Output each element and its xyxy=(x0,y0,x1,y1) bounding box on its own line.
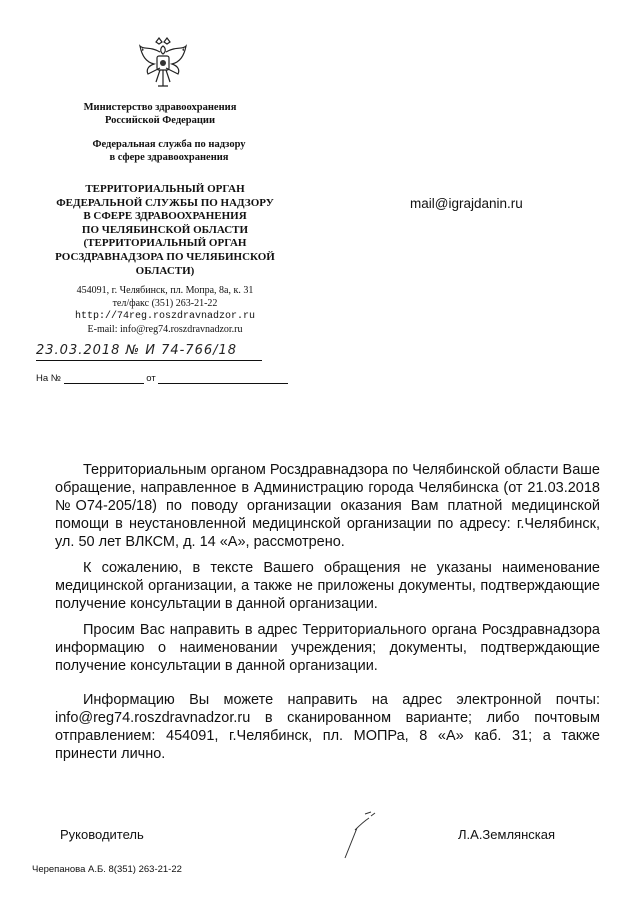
ministry-line: Министерство здравоохранения xyxy=(83,102,237,113)
recipient-email: mail@igrajdanin.ru xyxy=(410,196,523,211)
postal-address: 454091, г. Челябинск, пл. Мопра, 8а, к. 31 xyxy=(76,285,254,296)
letter-body xyxy=(55,461,600,771)
ministry-line: Российской Федерации xyxy=(104,115,216,126)
organ-line: ТЕРРИТОРИАЛЬНЫЙ ОРГАН xyxy=(85,183,245,195)
service-line: Федеральная служба по надзору xyxy=(92,139,246,150)
ot-blank xyxy=(158,373,288,384)
organ-line: ФЕДЕРАЛЬНОЙ СЛУЖБЫ ПО НАДЗОРУ xyxy=(56,196,274,209)
organ-name-block xyxy=(30,183,300,278)
reference-line xyxy=(36,373,288,384)
phone-fax: тел/факс (351) 263-21-22 xyxy=(112,298,218,309)
organ-line: ОБЛАСТИ) xyxy=(135,264,195,277)
na-blank xyxy=(64,373,144,384)
registration-number-handwritten xyxy=(36,343,237,358)
email-address: E-mail: info@reg74.roszdravnadzor.ru xyxy=(87,324,243,335)
organ-line: РОСЗДРАВНАДЗОРА ПО ЧЕЛЯБИНСКОЙ xyxy=(55,250,275,263)
signatory-name: Л.А.Землянская xyxy=(458,827,555,842)
body-paragraph: Просим Вас направить в адрес Территориального органа Росздравнадзора информацию о наименовании учреждения; документы, подтверждающие получение консультации в данной организации. xyxy=(55,622,600,674)
ministry-block xyxy=(40,101,280,127)
registration-underline xyxy=(36,360,262,361)
website: http://74reg.roszdravnadzor.ru xyxy=(74,311,256,322)
body-paragraph: Территориальным органом Росздравнадзора по Челябинской области Ваше обращение, направленное в Администрацию города Челябинска (от 21.03.2018 №О74-205/18) по поводу организации оказания Вам платной медицинской помощи в неустановленной медицинской организации по адресу: г.Челябинск, ул. 50 лет ВЛКСМ, д. 14 «А», рассмотрено. xyxy=(55,462,600,550)
body-paragraph: Информацию Вы можете направить на адрес электронной почты: info@reg74.roszdravnadzor.ru в сканированном варианте; либо почтовым отправлением: 454091, г.Челябинск, пл. МОПРа, 8 «А» каб. 31; а также принести лично. xyxy=(55,692,600,762)
ot-label: от xyxy=(146,373,156,384)
na-label: На № xyxy=(36,373,61,384)
organ-line: В СФЕРЕ ЗДРАВООХРАНЕНИЯ xyxy=(83,210,247,223)
executor-contact: Черепанова А.Б. 8(351) 263-21-22 xyxy=(32,864,182,875)
organ-line: ПО ЧЕЛЯБИНСКОЙ ОБЛАСТИ xyxy=(81,223,249,236)
coat-of-arms-emblem xyxy=(138,36,188,92)
organ-line: (ТЕРРИТОРИАЛЬНЫЙ ОРГАН xyxy=(83,237,247,250)
signatory-title: Руководитель xyxy=(60,827,144,842)
body-paragraph: К сожалению, в тексте Вашего обращения не указаны наименование медицинской организации, а также не приложены документы, подтверждающие получение консультации в данной организации. xyxy=(55,560,600,612)
contact-block xyxy=(30,284,300,336)
registration-text: 23.03.2018 № И 74-766/18 xyxy=(36,343,238,358)
handwritten-signature xyxy=(335,808,385,860)
service-line: в сфере здравоохранения xyxy=(109,152,229,163)
service-block xyxy=(40,138,298,164)
